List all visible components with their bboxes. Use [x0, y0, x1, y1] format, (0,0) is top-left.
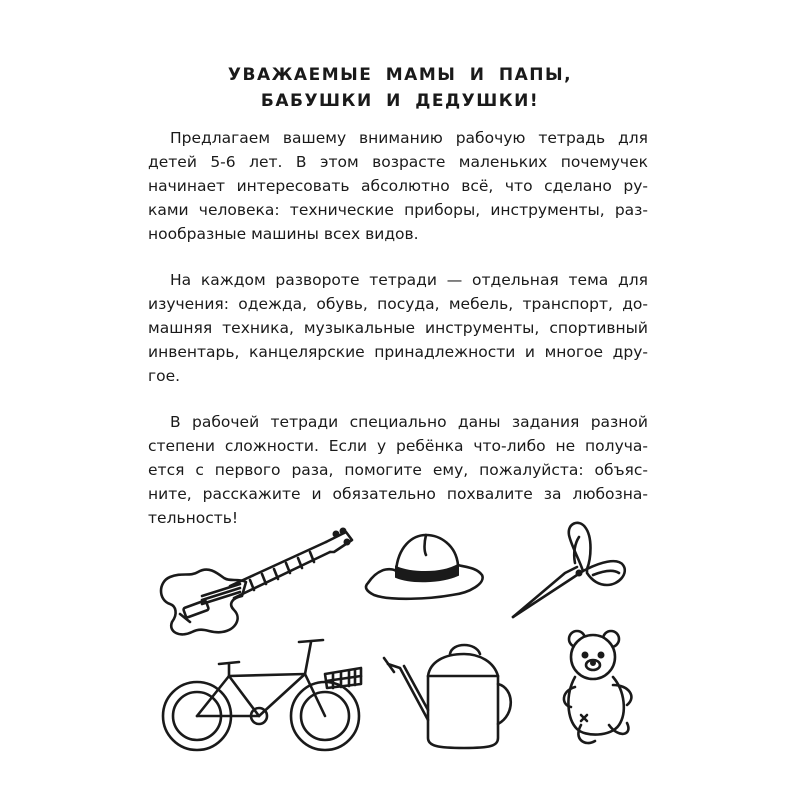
intro-text	[148, 126, 648, 552]
text-line: гое.	[148, 367, 181, 385]
text-line: ется с первого раза, помогите ему, пожалуйста: объяс-	[148, 461, 648, 479]
hat-icon	[360, 525, 490, 610]
text-line: В рабочей тетради специально даны задания разной	[170, 413, 648, 431]
heading-line-2: БАБУШКИ И ДЕДУШКИ!	[260, 91, 540, 111]
scissors-icon	[505, 515, 635, 625]
text-line: инвентарь, канцелярские принадлежности и многое дру-	[148, 343, 648, 361]
text-line: начинает интересовать абсолютно всё, что сделано ру-	[148, 177, 648, 195]
page-heading	[150, 62, 650, 114]
text-line: ните, расскажите и обязательно похвалите за любозна-	[148, 485, 648, 503]
heading-line-1: УВАЖАЕМЫЕ МАМЫ И ПАПЫ,	[227, 65, 573, 85]
bicycle-icon	[155, 620, 370, 760]
paragraph-2	[148, 268, 648, 388]
text-line: детей 5-6 лет. В этом возрасте маленьких почемучек	[148, 153, 648, 171]
text-line: степени сложности. Если у ребёнка что-либо не получа-	[148, 437, 648, 455]
text-line: Предлагаем вашему вниманию рабочую тетрадь для	[170, 129, 648, 147]
text-line: На каждом развороте тетради — отдельная тема для	[170, 271, 648, 289]
text-line: нообразные машины всех видов.	[148, 225, 419, 243]
paragraph-1	[148, 126, 648, 246]
text-line: машняя техника, музыкальные инструменты, спортивный	[148, 319, 648, 337]
text-line: тельность!	[148, 509, 239, 527]
teddy-bear-icon	[555, 625, 645, 750]
text-line: изучения: одежда, обувь, посуда, мебель, транспорт, до-	[148, 295, 648, 313]
paragraph-3	[148, 410, 648, 530]
text-line: ками человека: технические приборы, инструменты, раз-	[148, 201, 648, 219]
watering-can-icon	[380, 628, 520, 758]
